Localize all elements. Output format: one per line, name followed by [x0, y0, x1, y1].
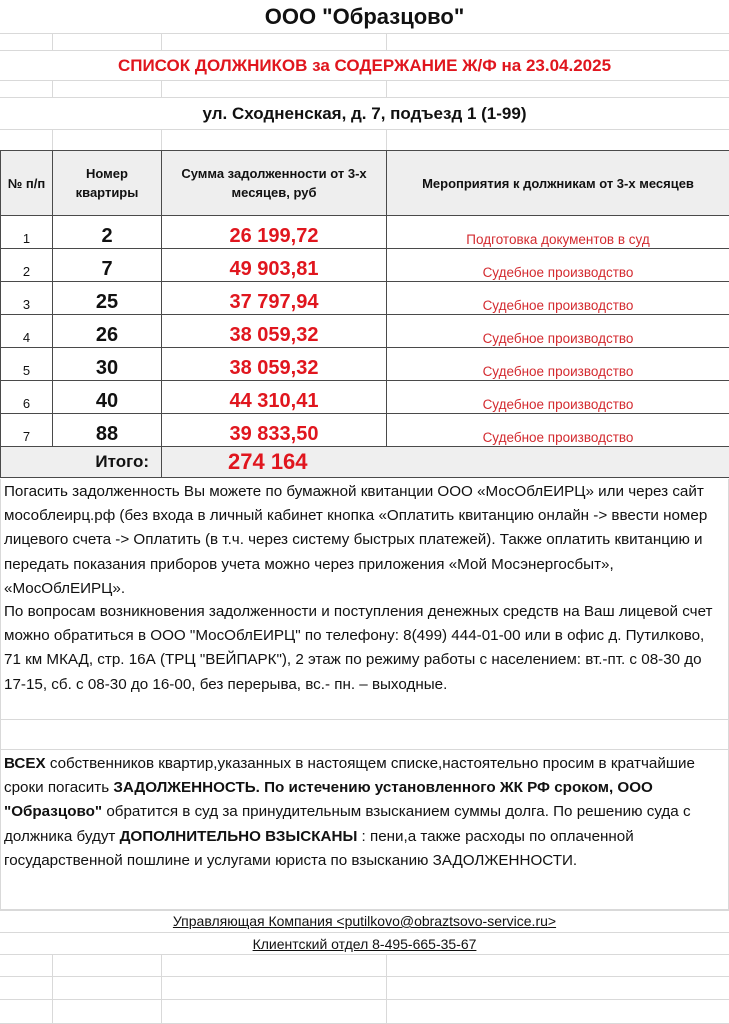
- row-number: 1: [1, 216, 53, 249]
- warning-text: собственников квартир,указанных в настоящем списке,настоятельно просим в кратчайшие сроки погасить: [4, 755, 695, 797]
- warning-text: : пени,а также расходы по оплаченной государственной пошлине и услугами юриста по взысканию ЗАДОЛЖЕННОСТИ.: [4, 827, 634, 869]
- payment-info-paragraph: Погасить задолженность Вы можете по бумажной квитанции ООО «МосОблЕИРЦ» или через сайт мособлеирц.рф (без входа в личный кабинет кнопка «Оплатить квитанцию онлайн -> ввести номер лицевого счета -> Оплатить (в т.ч. через систему быстрых платежей). Также оплатить квитанцию и передать показания приборов учета можно через приложения «Мой Мосэнергосбыт», «МосОблЕИРЦ».: [4, 483, 708, 597]
- apartment-number: 2: [53, 216, 162, 249]
- debt-action: Подготовка документов в суд: [387, 216, 729, 249]
- debt-action: Судебное производство: [387, 381, 729, 414]
- warning-paragraph: [4, 752, 724, 873]
- spacer-row: [0, 34, 729, 51]
- address: ул. Сходненская, д. 7, подъезд 1 (1-99): [202, 103, 527, 123]
- total-row: [1, 447, 729, 478]
- empty-row: [0, 955, 729, 977]
- debt-action: Судебное производство: [387, 414, 729, 447]
- debt-sum: 38 059,32: [162, 315, 387, 348]
- warning-bold-additional: ДОПОЛНИТЕЛЬНО ВЗЫСКАНЫ: [119, 827, 358, 845]
- company-contact-link[interactable]: Управляющая Компания <putilkovo@obraztsovo-service.ru>: [172, 913, 557, 929]
- footer-row: [0, 911, 729, 933]
- column-header-action: Мероприятия к должникам от 3-х месяцев: [387, 151, 729, 216]
- apartment-number: 88: [53, 414, 162, 447]
- table-row: [1, 414, 729, 447]
- apartment-number: 26: [53, 315, 162, 348]
- column-header-sum: Сумма задолженности от 3-х месяцев, руб: [162, 151, 387, 216]
- debt-sum: 49 903,81: [162, 249, 387, 282]
- row-number: 5: [1, 348, 53, 381]
- table-row: [1, 348, 729, 381]
- debt-sum: 38 059,32: [162, 348, 387, 381]
- apartment-number: 7: [53, 249, 162, 282]
- table-row: [1, 216, 729, 249]
- footer-row: [0, 933, 729, 955]
- warning-bold-debt: ЗАДОЛЖЕННОСТЬ. По истечению установленного ЖК РФ сроком, ООО "Образцово": [4, 779, 653, 821]
- total-sum: 274 164: [162, 447, 729, 478]
- table-row: [1, 315, 729, 348]
- row-number: 3: [1, 282, 53, 315]
- company-title: ООО "Образцово": [264, 3, 465, 29]
- spacer-row: [0, 81, 729, 98]
- table-row: [1, 282, 729, 315]
- debt-sum: 37 797,94: [162, 282, 387, 315]
- table-row: [1, 249, 729, 282]
- row-number: 2: [1, 249, 53, 282]
- debt-action: Судебное производство: [387, 249, 729, 282]
- warning-text: обратится в суд за принудительным взысканием суммы долга. По решению суда с должника будут: [4, 803, 691, 845]
- debt-action: Судебное производство: [387, 315, 729, 348]
- warning-bold-all: ВСЕХ: [4, 755, 46, 772]
- debt-action: Судебное производство: [387, 348, 729, 381]
- apartment-number: 25: [53, 282, 162, 315]
- table-row: [1, 381, 729, 414]
- client-department-phone[interactable]: Клиентский отдел 8-495-665-35-67: [252, 936, 477, 952]
- row-number: 6: [1, 381, 53, 414]
- debt-sum: 39 833,50: [162, 414, 387, 447]
- table-header-row: [1, 151, 729, 216]
- list-title: СПИСОК ДОЛЖНИКОВ за СОДЕРЖАНИЕ Ж/Ф на 23.04.2025: [117, 55, 612, 75]
- spacer-row: [0, 130, 729, 150]
- column-header-number: № п/п: [1, 151, 53, 216]
- company-title-row: [0, 0, 729, 34]
- apartment-number: 30: [53, 348, 162, 381]
- debt-action: Судебное производство: [387, 282, 729, 315]
- row-number: 7: [1, 414, 53, 447]
- total-label: Итого:: [1, 447, 162, 478]
- column-header-apartment: Номер квартиры: [53, 151, 162, 216]
- debt-sum: 26 199,72: [162, 216, 387, 249]
- debt-sum: 44 310,41: [162, 381, 387, 414]
- empty-row: [0, 977, 729, 1000]
- address-row: [0, 98, 729, 130]
- debtors-table: [0, 150, 729, 478]
- empty-row: [0, 1000, 729, 1024]
- list-title-row: [0, 51, 729, 81]
- apartment-number: 40: [53, 381, 162, 414]
- contact-info-paragraph: По вопросам возникновения задолженности и поступления денежных средств на Ваш лицевой счет можно обратиться в ООО "МосОблЕИРЦ" по телефону: 8(499) 444-01-00 или в офис д. Путилково, 71 км МКАД, стр. 16А (ТРЦ "ВЕЙПАРК"), 2 этаж по режиму работы с населением: вт.-пт. с 08-30 до 17-15, сб. с 08-30 до 16-00, без перерыва, вс.- пн. – выходные.: [4, 603, 713, 693]
- spacer-row: [0, 720, 729, 750]
- row-number: 4: [1, 315, 53, 348]
